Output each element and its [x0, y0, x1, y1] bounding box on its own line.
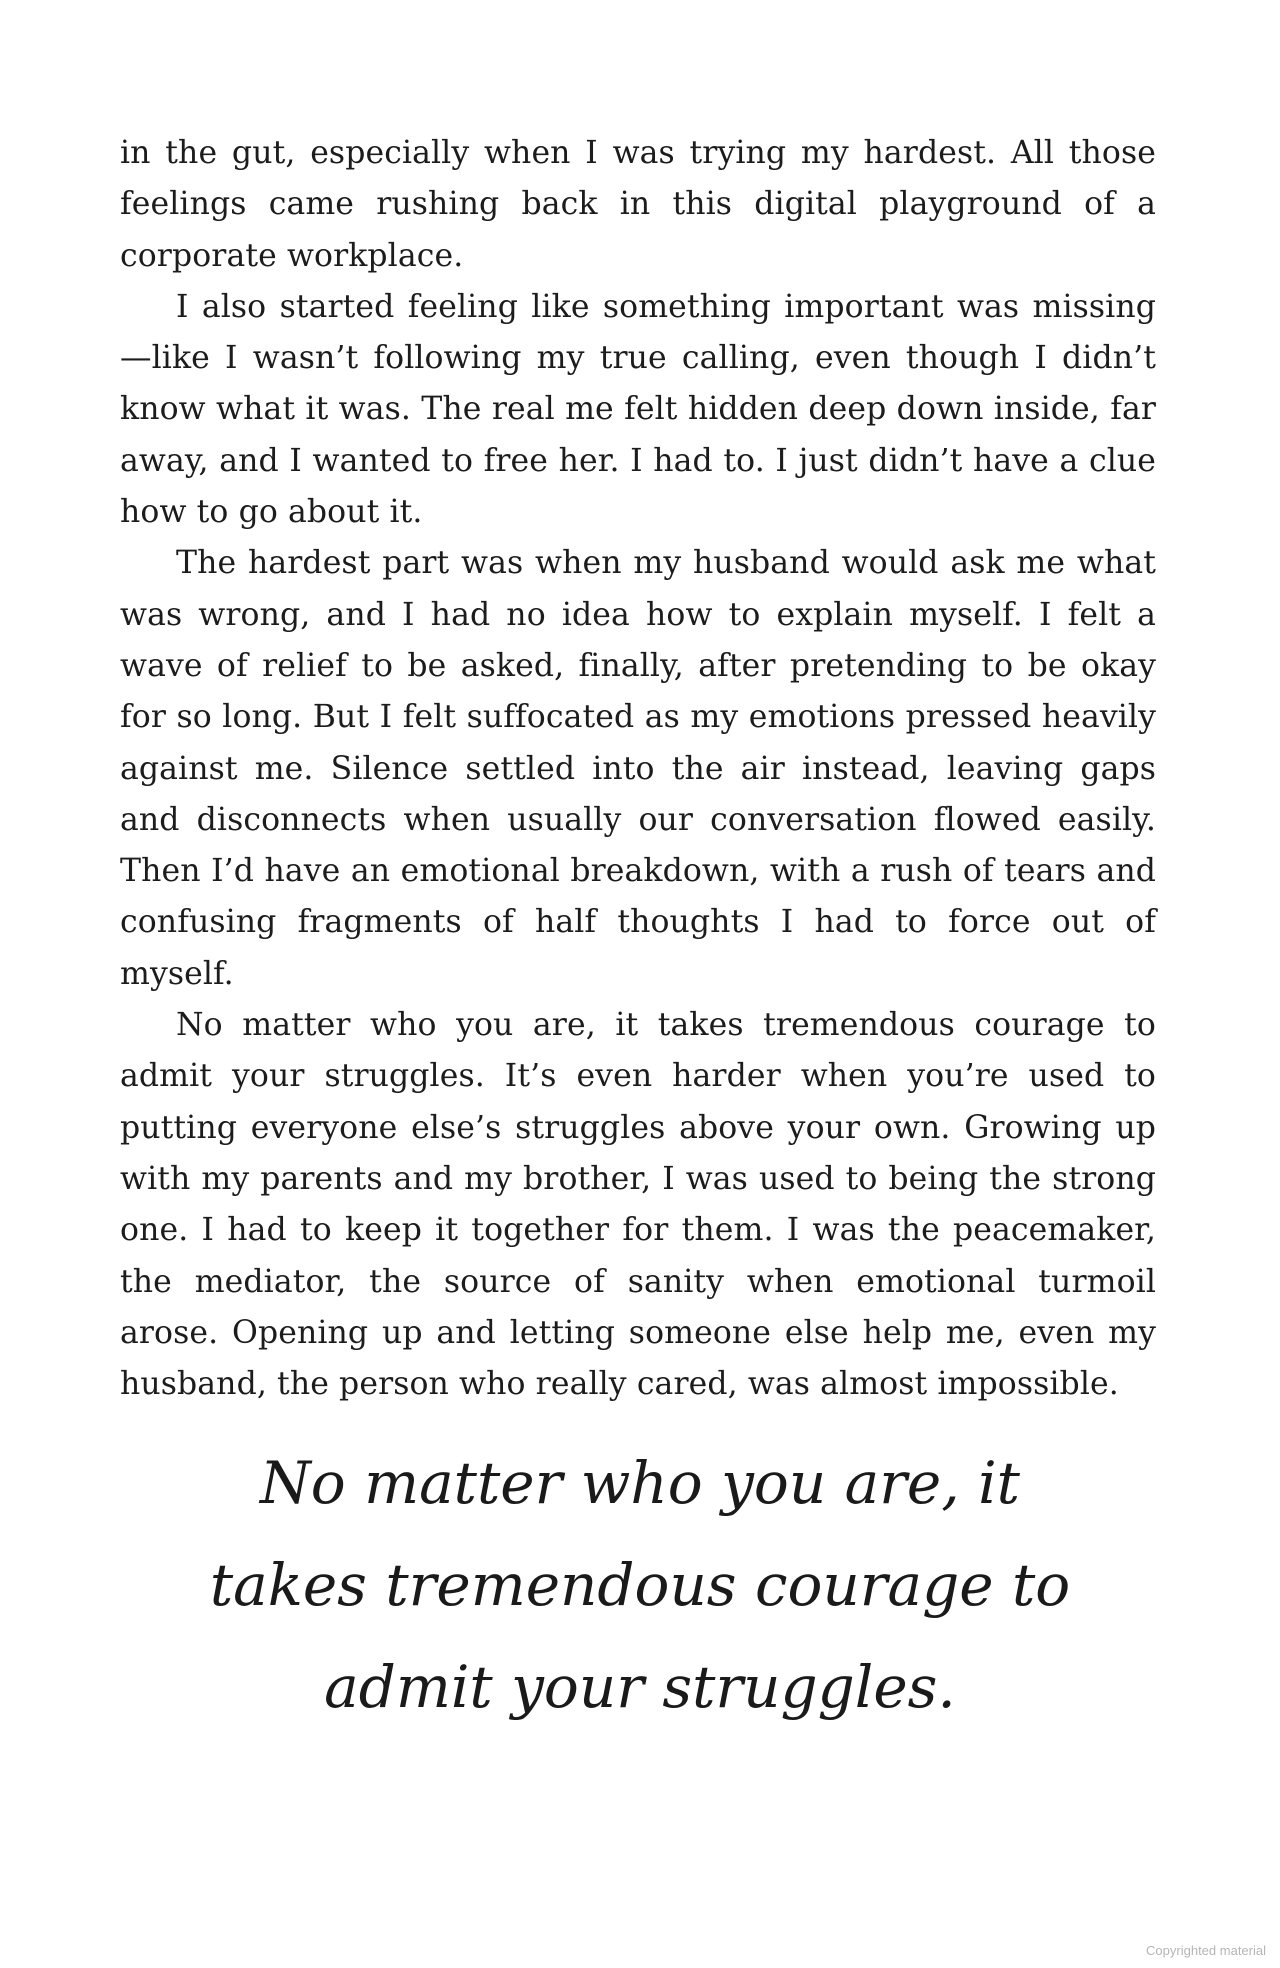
pull-quote	[180, 1432, 1100, 1738]
paragraph: in the gut, especially when I was trying my hardest. All those feelings came rushing back in this digital playground of a corporate workplace.	[120, 135, 1156, 274]
paragraph: No matter who you are, it takes tremendous courage to admit your struggles. It’s even harder when you’re used to putting everyone else’s struggles above your own. Growing up with my parents and my brother, I was used to being the strong one. I had to keep it together for them. I was the peacemaker, the mediator, the source of sanity when emotional turmoil arose. Opening up and letting someone else help me, even my husband, the person who really cared, was almost impossible.	[120, 1007, 1156, 1403]
body-text	[120, 128, 1156, 1410]
paragraph: I also started feeling like something important was missing—like I wasn’t following my true calling, even though I didn’t know what it was. The real me felt hidden deep down inside, far away, and I wanted to free her. I had to. I just didn’t have a clue how to go about it.	[120, 288, 1156, 531]
copyright-watermark: Copyrighted material	[1146, 1943, 1266, 1958]
paragraph: The hardest part was when my husband would ask me what was wrong, and I had no idea how to explain myself. I felt a wave of relief to be asked, finally, after pretending to be okay for so long. But I felt suffocated as my emotions pressed heavily against me. Silence settled into the air instead, leaving gaps and disconnects when usually our conversation flowed easily. Then I’d have an emotional breakdown, with a rush of tears and confusing fragments of half thoughts I had to force out of myself.	[120, 545, 1156, 992]
pull-quote-line: admit your struggles.	[324, 1653, 956, 1721]
pull-quote-line: takes tremendous courage to	[209, 1551, 1071, 1619]
pull-quote-line: No matter who you are, it	[260, 1449, 1020, 1517]
